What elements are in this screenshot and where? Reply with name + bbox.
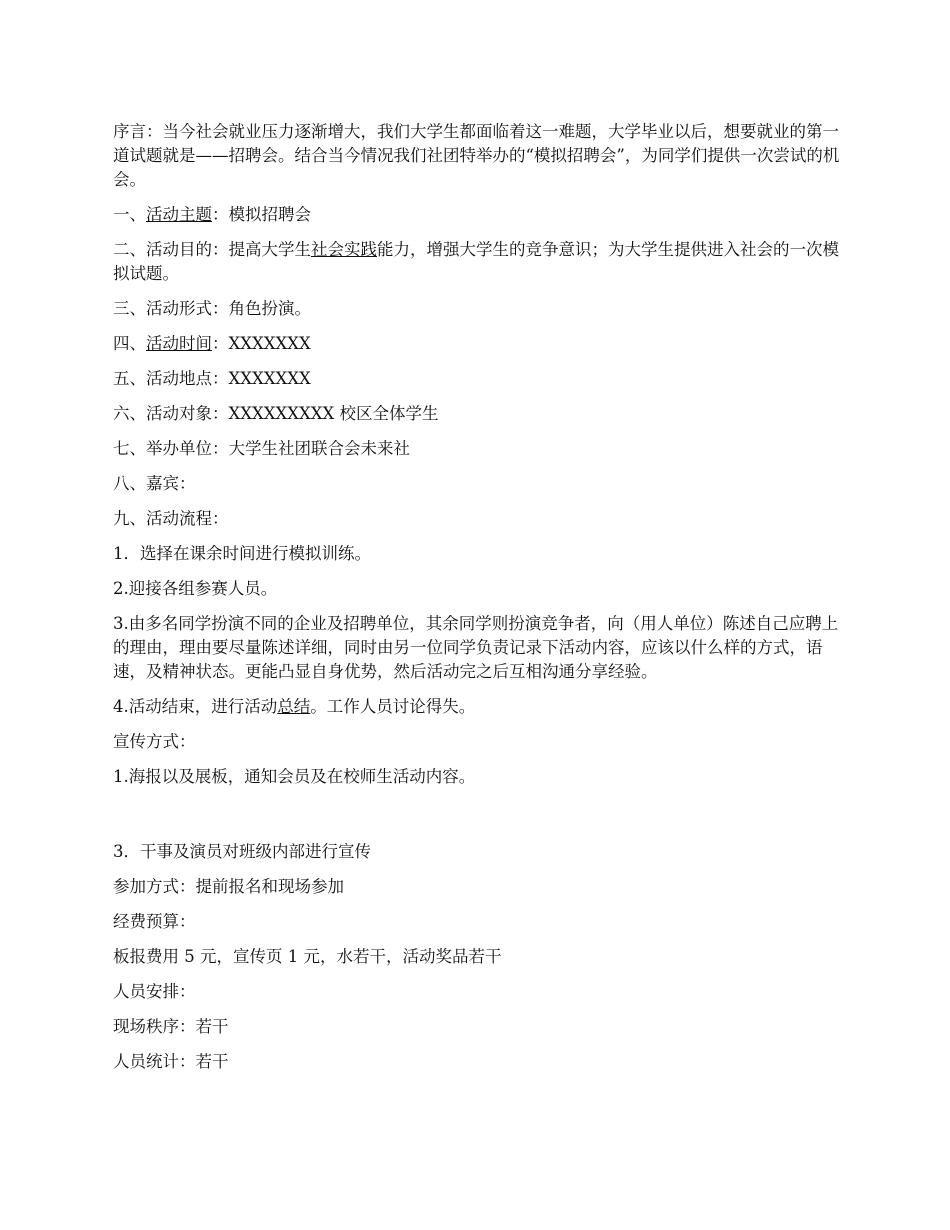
process-step-4 (113, 695, 843, 719)
activity-process-title: 九、活动流程： (113, 509, 229, 528)
activity-audience: 六、活动对象：XXXXXXXXX 校区全体学生 (113, 404, 439, 423)
guests: 八、嘉宾： (113, 474, 196, 493)
organizer: 七、举办单位：大学生社团联合会未来社 (113, 439, 410, 458)
blank-spacer (113, 800, 843, 840)
item1-suffix: ：模拟招聘会 (212, 205, 311, 224)
staff-statistics: 人员统计：若干 (113, 1052, 229, 1071)
staff-order: 现场秩序：若干 (113, 1017, 229, 1036)
activity-theme (113, 203, 843, 227)
publicity-item-3: 3．干事及演员对班级内部进行宣传 (113, 842, 371, 861)
activity-theme-link[interactable]: 活动主题 (146, 205, 212, 224)
item4-suffix: ：XXXXXXX (212, 334, 311, 353)
process-step-2: 2.迎接各组参赛人员。 (113, 579, 278, 598)
preface-paragraph: 序言：当今社会就业压力逐渐增大，我们大学生都面临着这一难题，大学毕业以后，想要就业的第一道试题就是——招聘会。结合当今情况我们社团特举办的“模拟招聘会”，为同学们提供一次尝试的机会。 (113, 122, 840, 189)
process-step-3: 3.由多名同学扮演不同的企业及招聘单位，其余同学则扮演竞争者，向（用人单位）陈述自己应聘上的理由，理由要尽量陈述详细，同时由另一位同学负责记录下活动内容，应该以什么样的方式，语速，及精神状态。更能凸显自身优势，然后活动完之后互相沟通分享经验。 (113, 614, 839, 681)
activity-purpose (113, 238, 843, 286)
item1-prefix: 一、 (113, 205, 146, 224)
social-practice-link[interactable]: 社会实践 (311, 240, 377, 259)
budget-detail: 板报费用 5 元，宣传页 1 元，水若干，活动奖品若干 (113, 947, 502, 966)
document-body (113, 120, 843, 1085)
participation-method: 参加方式：提前报名和现场参加 (113, 877, 344, 896)
item2-suffix: 能力，增强大学生的竞争意识；为大学生提供进入社会的一次模拟试题。 (113, 240, 839, 283)
process-step-1: 1．选择在课余时间进行模拟训练。 (113, 544, 371, 563)
publicity-item-1: 1.海报以及展板，通知会员及在校师生活动内容。 (113, 767, 476, 786)
activity-time (113, 332, 843, 356)
step4-prefix: 4.活动结束，进行活动 (113, 697, 278, 716)
item2-prefix: 二、活动目的：提高大学生 (113, 240, 311, 259)
publicity-title: 宣传方式： (113, 732, 196, 751)
staff-title: 人员安排： (113, 982, 196, 1001)
summary-link[interactable]: 总结 (277, 697, 311, 716)
step4-suffix: 。工作人员讨论得失。 (310, 697, 476, 716)
activity-location: 五、活动地点：XXXXXXX (113, 369, 311, 388)
activity-time-link[interactable]: 活动时间 (146, 334, 212, 353)
item4-prefix: 四、 (113, 334, 146, 353)
activity-form: 三、活动形式：角色扮演。 (113, 299, 311, 318)
budget-title: 经费预算： (113, 912, 196, 931)
